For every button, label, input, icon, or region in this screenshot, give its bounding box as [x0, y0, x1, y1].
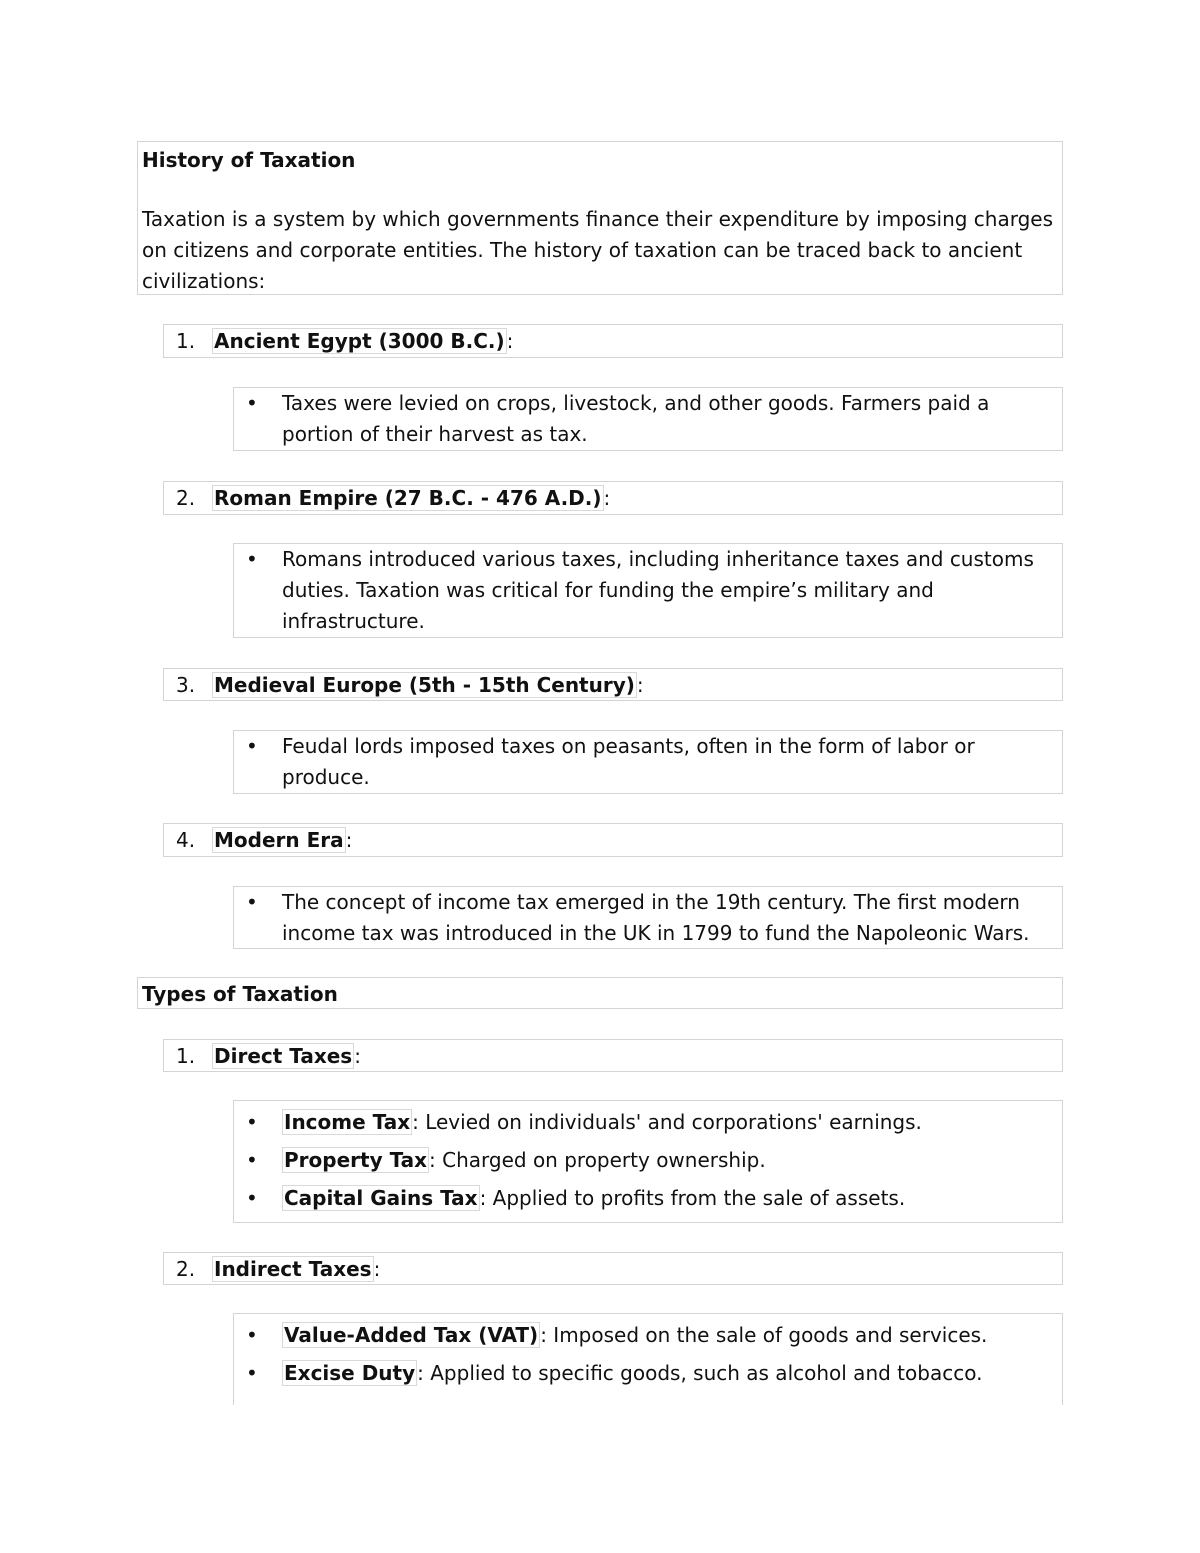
history-item-3-heading — [163, 668, 1063, 701]
types-group-2-heading — [163, 1252, 1063, 1285]
types-group-1-title: Direct Taxes — [214, 1044, 353, 1068]
history-item-3-title: Medieval Europe (5th - 15th Century) — [214, 673, 635, 697]
term-excise-duty: Excise Duty — [284, 1361, 416, 1385]
history-item-4-details — [233, 886, 1063, 949]
types-group-2-suffix: : — [373, 1257, 381, 1281]
history-item-3-number: 3. — [176, 673, 196, 697]
list-item: • Feudal lords imposed taxes on peasants, often in the form of labor or produce. — [238, 731, 1058, 793]
history-item-3-details — [233, 730, 1063, 794]
history-item-2-heading — [163, 481, 1063, 515]
history-item-2-suffix: : — [603, 486, 611, 510]
history-intro-block — [137, 141, 1063, 295]
history-item-1-number: 1. — [176, 329, 196, 353]
list-item: • Value-Added Tax (VAT) : Imposed on the sale of goods and services. — [238, 1320, 1058, 1351]
history-item-1-suffix: : — [506, 329, 514, 353]
list-item: • Romans introduced various taxes, including inheritance taxes and customs duties. Taxation was critical for funding the empire’s military and infrastructure. — [238, 544, 1058, 637]
term-vat: Value-Added Tax (VAT) — [284, 1323, 539, 1347]
history-item-2-details — [233, 543, 1063, 638]
history-item-4-number: 4. — [176, 828, 196, 852]
bullet-icon: • — [246, 547, 258, 571]
list-item: • Taxes were levied on crops, livestock, and other goods. Farmers paid a portion of their harvest as tax. — [238, 388, 1058, 450]
term-property-tax: Property Tax — [284, 1148, 428, 1172]
term-income-tax: Income Tax — [284, 1110, 411, 1134]
bullet-icon: • — [246, 890, 258, 914]
bullet-icon: • — [246, 1186, 258, 1210]
list-item: • Capital Gains Tax : Applied to profits from the sale of assets. — [238, 1183, 1058, 1214]
list-item: • Income Tax : Levied on individuals' and corporations' earnings. — [238, 1107, 1058, 1138]
bullet-icon: • — [246, 1148, 258, 1172]
bullet-icon: • — [246, 1323, 258, 1347]
types-title: Types of Taxation — [137, 977, 1063, 1009]
types-group-2-title: Indirect Taxes — [214, 1257, 372, 1281]
history-item-4-title: Modern Era — [214, 828, 344, 852]
history-item-1-heading — [163, 324, 1063, 358]
list-item: • Property Tax : Charged on property ownership. — [238, 1145, 1058, 1176]
list-item: • Excise Duty : Applied to specific goods, such as alcohol and tobacco. — [238, 1358, 1058, 1389]
types-group-1-number: 1. — [176, 1044, 196, 1068]
history-item-1-details — [233, 387, 1063, 451]
history-item-2-title: Roman Empire (27 B.C. - 476 A.D.) — [214, 486, 602, 510]
history-item-2-number: 2. — [176, 486, 196, 510]
history-intro-text: Taxation is a system by which governments finance their expenditure by imposing charges on citizens and corporate entities. The history of taxation can be traced back to ancient civilizations: — [142, 207, 1054, 293]
history-item-4-suffix: : — [345, 828, 353, 852]
history-item-1-title: Ancient Egypt (3000 B.C.) — [214, 329, 505, 353]
bullet-icon: • — [246, 734, 258, 758]
bullet-icon: • — [246, 1110, 258, 1134]
types-group-2-number: 2. — [176, 1257, 196, 1281]
term-capital-gains-tax: Capital Gains Tax — [284, 1186, 478, 1210]
list-item: • The concept of income tax emerged in the 19th century. The first modern income tax was introduced in the UK in 1799 to fund the Napoleonic Wars. — [238, 887, 1058, 949]
history-item-4-heading — [163, 823, 1063, 857]
types-group-1-suffix: : — [354, 1044, 361, 1068]
types-group-2-details — [233, 1313, 1063, 1405]
history-title: History of Taxation — [142, 148, 356, 172]
types-group-1-details — [233, 1100, 1063, 1223]
history-item-3-suffix: : — [636, 673, 644, 697]
types-group-1-heading — [163, 1039, 1063, 1072]
bullet-icon: • — [246, 391, 258, 415]
bullet-icon: • — [246, 1361, 258, 1385]
